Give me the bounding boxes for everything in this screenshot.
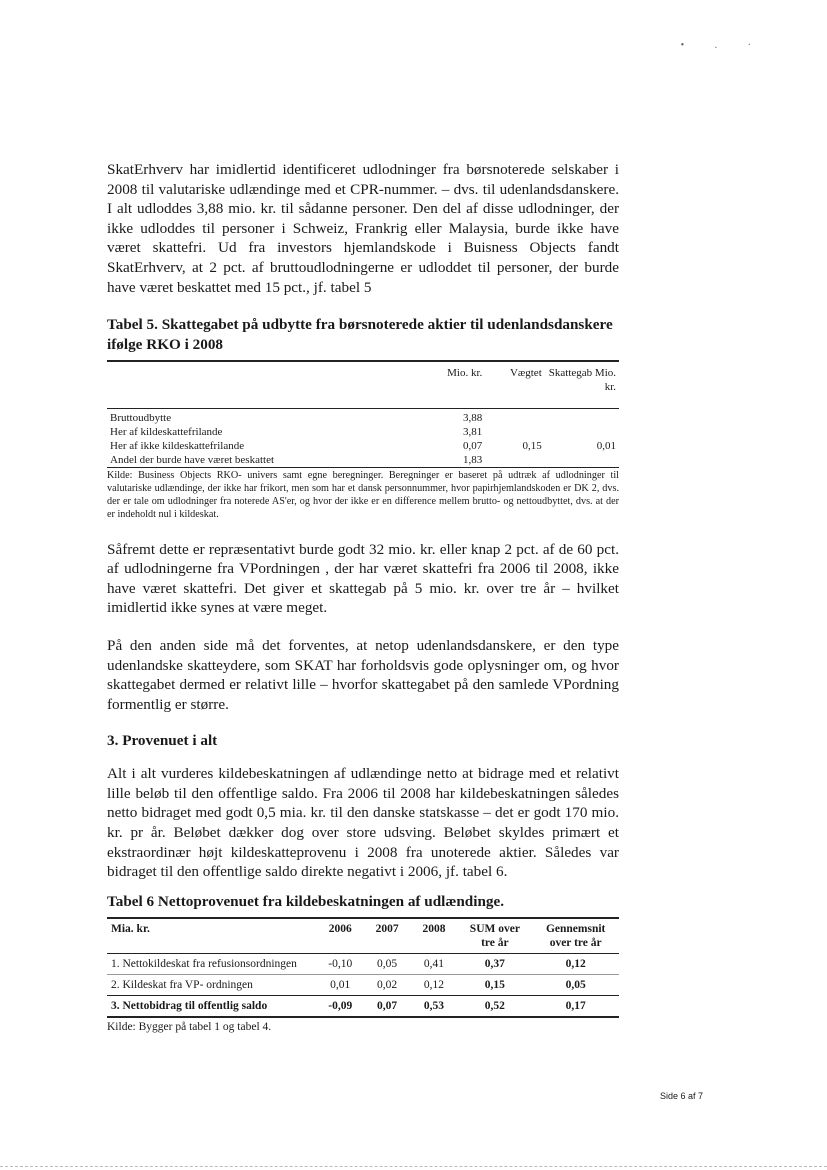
table6-source-note: Kilde: Bygger på tabel 1 og tabel 4. [107, 1021, 272, 1034]
table6-col-2007: 2007 [364, 918, 411, 954]
table6-title: Tabel 6 Nettoprovenuet fra kildebeskatningen af udlændinge. [107, 892, 505, 910]
table5-cell [485, 425, 544, 439]
table6-cell: 0,05 [532, 975, 619, 996]
table5-cell: 0,15 [522, 440, 542, 453]
table5-cell [545, 409, 619, 426]
table6-col-avg-line2: over tre år [549, 937, 602, 950]
paragraph-provenue: Alt i alt vurderes kildebeskatningen af udlændinge netto at bidrage med et relativt lille beløb til den offentlige saldo. Fra 2006 til 2008 har kildebeskatningen således netto bidraget med godt 0,5 mia. kr. til den danske statskasse – det er godt 170 mio. kr. pr år. Beløbet dækker dog over store udsving. Beløbet skyldes primært et ekstraordinær højt kildeskatteprovenu i 2008 fra unoterede aktier. Således var bidraget til den offentlige saldo direkte negativt i 2006, jf. tabel 6. [107, 765, 619, 881]
table6-col-2006: 2006 [317, 918, 364, 954]
table6-col-sum-line1: SUM over [469, 923, 520, 936]
table6-cell: 0,12 [411, 975, 458, 996]
table-row [107, 954, 619, 975]
paragraph-intro: SkatErhverv har imidlertid identificeret udlodninger fra børsnoterede selskaber i 2008 til valutariske udlændinge med et CPR-nummer. – dvs. til udenlandsdanskere. I alt udloddes 3,88 mio. kr. til sådanne personer. Den del af disse udlodninger, der ikke udloddes til personer i Schweiz, Frankrig eller Malaysia, burde ikke have været skattefri. Ud fra investors hjemlandskode i Buisness Objects fandt SkatErhverv, at 2 pct. af bruttoudlodningerne er udloddet til personer, der burde have været beskattet med 15 pct., jf. tabel 5 [107, 161, 619, 296]
table5-source-note: Kilde: Business Objects RKO- univers samt egne beregninger. Beregninger er baseret på udtræk af udlodninger til valutariske udlændinge, der ikke har frikort, men som har et dansk personnummer, hvor papirhjemlandskoden er DK 2, dvs. der er tale om udlodninger fra noterede AS'er, og hvor der ikke er en difference mellem brutto- og nettoudbyttet, dvs. at der er indeholdt nul i kildeskat. [107, 470, 619, 520]
table6-cell: 0,07 [364, 996, 411, 1018]
table6-col-avg-line1: Gennemsnit [545, 923, 606, 936]
table5-col-gap: Skattegab Mio. kr. [545, 361, 619, 409]
table6-cell: 0,52 [457, 996, 532, 1018]
table-row [107, 425, 619, 439]
table6-row-label: 2. Kildeskat fra VP- ordningen [107, 975, 317, 996]
table6-col-sum [457, 918, 532, 954]
table6-row-label: 1. Nettokildeskat fra refusionsordningen [107, 954, 317, 975]
table5-col-weighted: Vægtet [485, 361, 544, 409]
table-row [107, 975, 619, 996]
table-row [107, 439, 619, 453]
table5-row-label: Her af kildeskattefrilande [110, 426, 223, 439]
table6-row-label: 3. Nettobidrag til offentlig saldo [107, 996, 317, 1018]
table6-col-sum-line2: tre år [481, 937, 509, 950]
table5 [107, 360, 619, 468]
scan-marks: • . · [680, 40, 765, 51]
table6-cell: 0,53 [411, 996, 458, 1018]
table5-cell: 3,81 [463, 426, 483, 439]
table-row [107, 409, 619, 426]
table6-cell: 0,12 [532, 954, 619, 975]
page-content [107, 160, 619, 1033]
table6-header-row [107, 918, 619, 954]
table6-cell: 0,15 [457, 975, 532, 996]
paragraph-representative: Såfremt dette er repræsentativt burde godt 32 mio. kr. eller knap 2 pct. af de 60 pct. af udlodningerne fra VPordningen , der har været skattefri fra 2006 til 2008, ikke have været skattefri. Det giver et skattegab på 5 mio. kr. over tre år – hvilket imidlertid ikke synes at være meget. [107, 540, 619, 617]
table5-col-mio: Mio. kr. [427, 361, 486, 409]
table6-col-avg [532, 918, 619, 954]
table-row [107, 996, 619, 1018]
table5-cell [485, 453, 544, 468]
scan-edge [0, 1166, 827, 1167]
table5-cell [545, 453, 619, 468]
table6-cell: 0,02 [364, 975, 411, 996]
table6-cell: 0,41 [411, 954, 458, 975]
table6-cell: 0,37 [457, 954, 532, 975]
table6-col-label: Mia. kr. [107, 918, 317, 954]
paragraph-other-side: På den anden side må det forventes, at netop udenlandsdanskere, er den type udenlandske skatteydere, som SKAT har forholdsvis gode oplysninger om, og hvor skattegabet dermed er relativt lille – hvorfor skattegabet på den samlede VPordning formentlig er større. [107, 636, 619, 713]
table5-title: Tabel 5. Skattegabet på udbytte fra børsnoterede aktier til udenlandsdanskere ifølge RKO i 2008 [107, 316, 613, 353]
table6-cell: 0,05 [364, 954, 411, 975]
table6-cell: -0,09 [317, 996, 364, 1018]
table-row [107, 453, 619, 468]
table6-cell: -0,10 [317, 954, 364, 975]
table6 [107, 917, 619, 1018]
table6-cell: 0,01 [317, 975, 364, 996]
table5-header-row [107, 361, 619, 409]
table6-col-2008: 2008 [411, 918, 458, 954]
page-number: Side 6 af 7 [659, 1091, 703, 1101]
table6-cell: 0,17 [532, 996, 619, 1018]
table5-row-label: Her af ikke kildeskattefrilande [110, 440, 245, 453]
table5-cell: 0,01 [596, 440, 616, 453]
table5-cell [545, 425, 619, 439]
table5-row-label: Andel der burde have været beskattet [107, 453, 427, 468]
table5-cell: 1,83 [427, 453, 486, 468]
table5-cell: 0,07 [463, 440, 483, 453]
section-heading: 3. Provenuet i alt [107, 732, 218, 750]
table5-cell: 3,88 [427, 409, 486, 426]
table5-cell [485, 409, 544, 426]
table5-row-label: Bruttoudbytte [107, 409, 427, 426]
